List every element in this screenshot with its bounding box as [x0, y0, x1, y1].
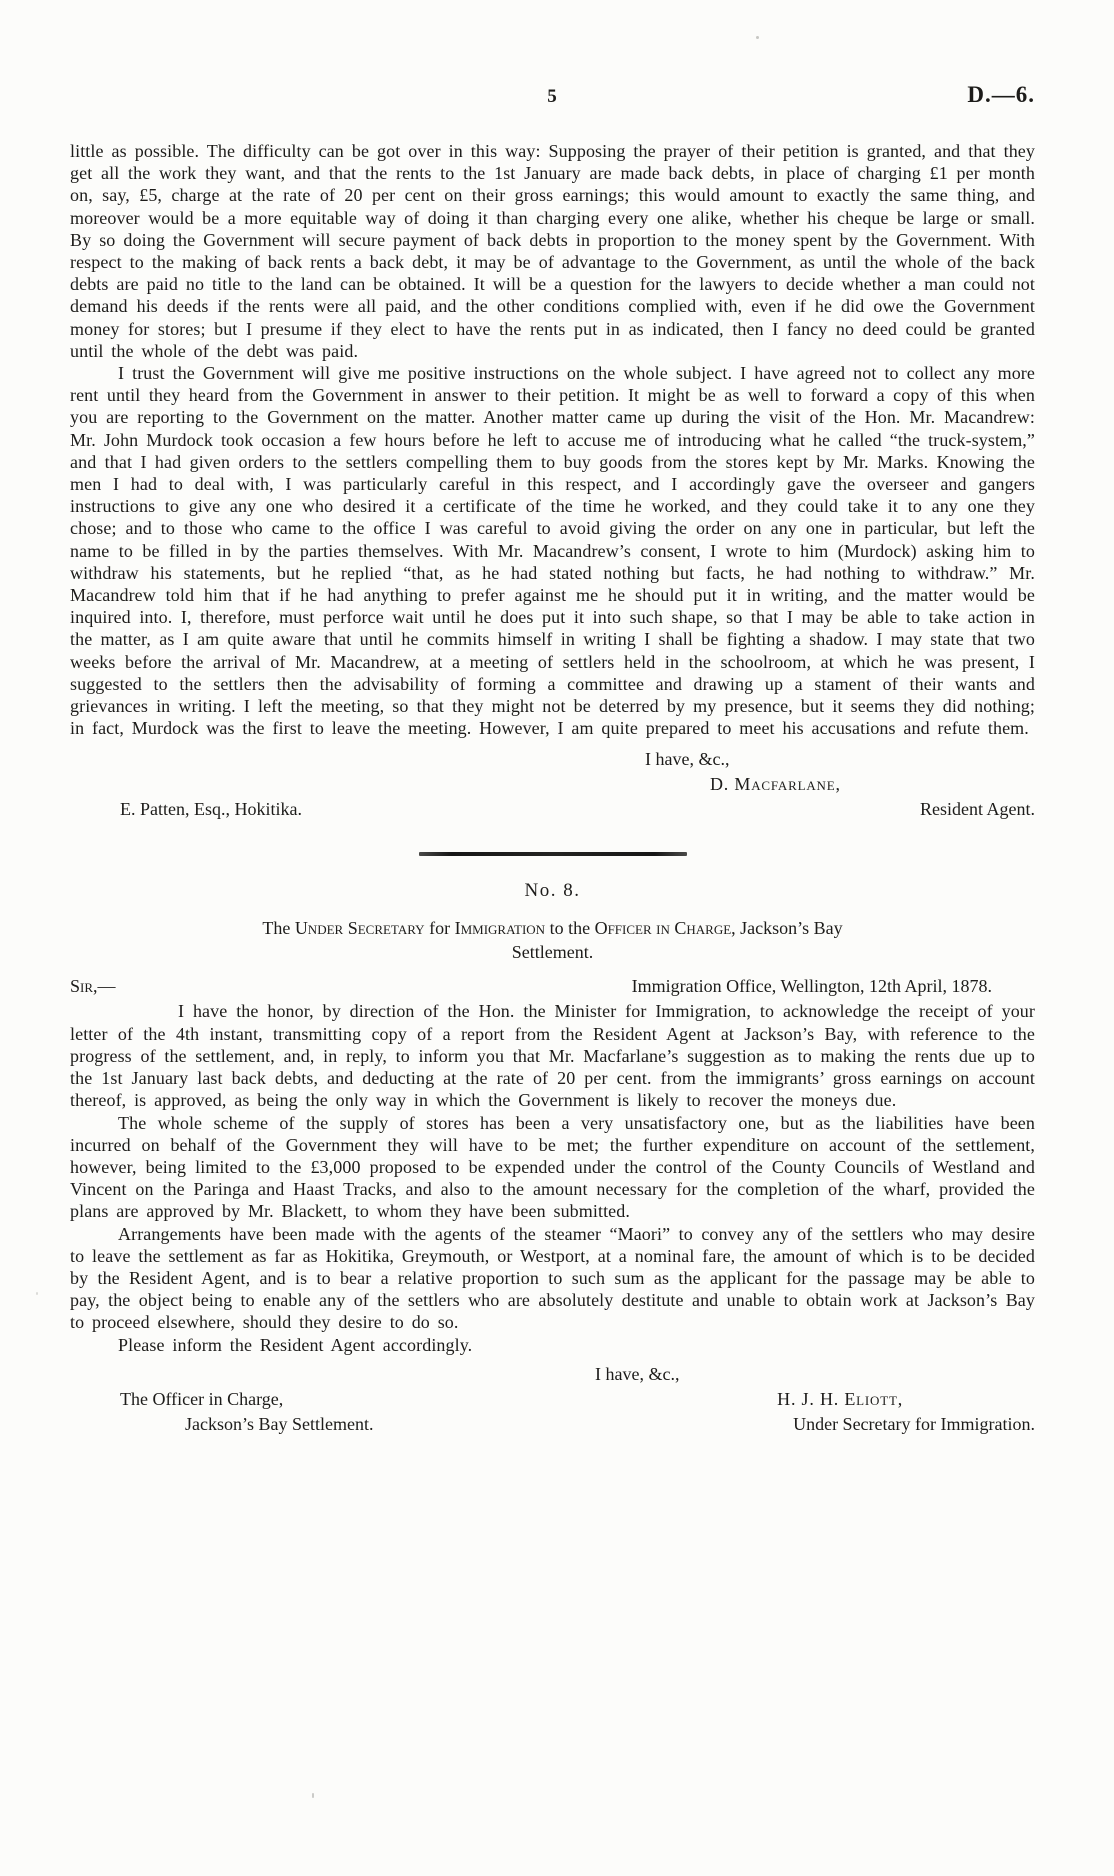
salutation-row	[70, 974, 1035, 998]
signatory-name: H. J. H. Eliott,	[777, 1388, 903, 1409]
paragraph: Please inform the Resident Agent accordingly.	[118, 1334, 473, 1355]
addressee-line2: Jackson’s Bay Settlement.	[185, 1413, 374, 1434]
closing-row	[70, 1412, 1035, 1437]
letter-heading-line1: The Under Secretary for Immigration to the Officer in Charge, Jackson’s Bay	[262, 918, 843, 939]
document-reference: D.—6.	[967, 82, 1035, 107]
signatory-title: Under Secretary for Immigration.	[793, 1413, 1035, 1434]
scan-artifact	[36, 1292, 38, 1295]
closing-row	[70, 1387, 1035, 1412]
paragraph: I have the honor, by direction of the Hon. the Minister for Immigration, to acknowledge the receipt of your letter of the 4th instant, transmitting copy of a report from the Resident Agent at Jackson’s Bay, with reference to the progress of the settlement, and, in reply, to inform you that Mr. Macfarlane’s suggestion as to making the rents due up to the 1st January last back debts, and deducting at the rate of 20 per cent. from the immigrants’ gross earnings on account thereof, is approved, as being the only way in which the Government is likely to recover the moneys due.	[70, 1001, 1035, 1111]
scan-artifact	[312, 1793, 314, 1798]
section-divider	[419, 852, 687, 856]
letter-2	[70, 880, 1035, 1436]
scan-artifact	[756, 36, 759, 39]
signatory-name: D. Macfarlane,	[710, 774, 841, 795]
signatory-title: Resident Agent.	[920, 799, 1035, 820]
salutation: Sir,—	[70, 976, 116, 997]
addressee-line1: The Officer in Charge,	[120, 1388, 284, 1409]
letter-number: No. 8.	[524, 880, 581, 902]
dateline: Immigration Office, Wellington, 12th April, 1878.	[631, 976, 992, 997]
letter-1	[70, 140, 1035, 822]
paragraph: little as possible. The difficulty can be got over in this way: Supposing the prayer of their petition is granted, and that they get all the work they want, and that the rents to the 1st January are made back debts, in place of charging £1 per month on, say, £5, charge at the rate of 20 per cent on their gross earnings; this would amount to exactly the same thing, and moreover would be a more equitable way of doing it than charging every one alike, whether his cheque be large or small. By so doing the Government will secure payment of back debts in proportion to the money spent by the Government. With respect to the making of back rents a back debt, it may be of advantage to the Government, as until the whole of the back debts are paid no title to the land can be obtained. It will be a question for the lawyers to decide whether a man could not demand his deeds if the rents were all paid, and the other conditions complied with, even if he did owe the Government money for stores; but I presume if they elect to have the rents put in as indicated, then I fancy no deed could be granted until the whole of the debt was paid.	[70, 141, 1035, 361]
paragraph: I trust the Government will give me positive instructions on the whole subject. I have agreed not to collect any more rent until they heard from the Government in answer to their petition. It might be as well to forward a copy of this when you are reporting to the Government on the matter. Another matter came up during the visit of the Hon. Mr. Macandrew: Mr. John Murdock took occasion a few hours before he left to accuse me of introducing what he called “the truck-system,” and that I had given orders to the settlers compelling them to buy goods from the stores kept by Mr. Marks. Knowing the men I had to deal with, I was particularly careful in this respect, and I accordingly gave the overseer and gangers instructions to give any one who desired it a certificate of the time he worked, and they could take it to any one they chose; and to those who came to the office I was careful to avoid giving the order on any one in particular, but left the name to be filled in by the parties themselves. With Mr. Macandrew’s consent, I wrote to him (Murdock) asking him to withdraw his statements, but he replied “that, as he had stated nothing but facts, he had nothing to withdraw.” Mr. Macandrew told him that if he had anything to prefer against me he should put it in writing, and the matter would be inquired into. I, therefore, must perforce wait until he does put it into such shape, so that I may be able to take action in the matter, as I am quite aware that until he commits himself in writing I shall be fighting a shadow. I may state that two weeks before the arrival of Mr. Macandrew, at a meeting of settlers held in the schoolroom, at which he was present, I suggested to the settlers then the advisability of forming a committee and drawing up a stament of their wants and grievances in writing. I left the meeting, so that they might not be deterred by my presence, but it seems they did nothing; in fact, Murdock was the first to leave the meeting. However, I am quite prepared to meet his accusations and refute them.	[70, 363, 1035, 739]
paragraph: Arrangements have been made with the agents of the steamer “Maori” to convey any of the settlers who may desire to leave the settlement as far as Hokitika, Greymouth, or Westport, at a nominal fare, the amount of which is to be decided by the Resident Agent, and is to bear a relative proportion to such sum as the applicant for the passage may be able to pay, the object being to enable any of the settlers who are absolutely destitute and unable to obtain work at Jackson’s Bay to proceed elsewhere, should they desire to do so.	[70, 1223, 1035, 1333]
valediction: I have, &c.,	[645, 749, 730, 770]
letter-heading-line2: Settlement.	[511, 942, 594, 963]
running-head	[70, 82, 1035, 116]
page-number: 5	[547, 86, 558, 107]
paragraph: The whole scheme of the supply of stores has been a very unsatisfactory one, but as the liabilities have been incurred on behalf of the Government they will have to be met; the further expenditure on account of the settlement, however, being limited to the £3,000 proposed to be expended under the control of the County Councils of Westland and Vincent on the Paringa and Haast Tracks, and also to the amount necessary for the completion of the wharf, provided the plans are approved by Mr. Blackett, to whom they have been submitted.	[70, 1112, 1035, 1222]
valediction: I have, &c.,	[595, 1363, 680, 1384]
addressee: E. Patten, Esq., Hokitika.	[120, 799, 302, 820]
letter-heading	[70, 916, 1035, 964]
closing-row	[70, 797, 1035, 822]
